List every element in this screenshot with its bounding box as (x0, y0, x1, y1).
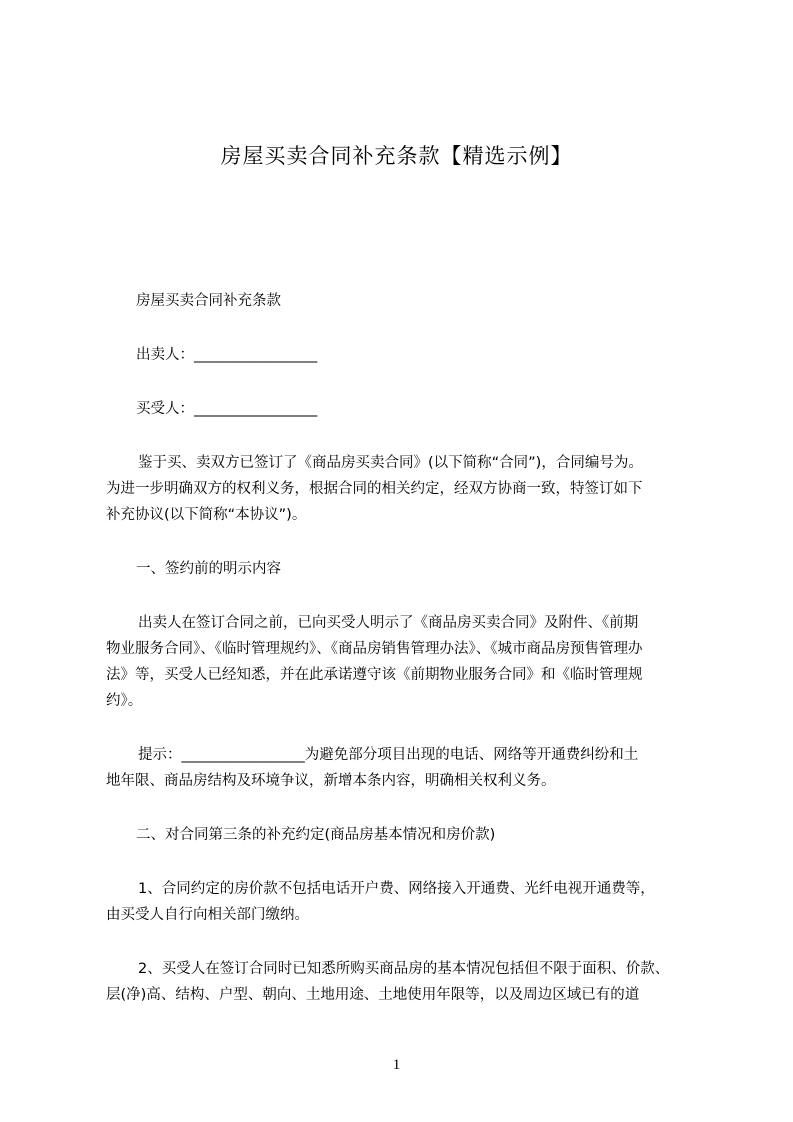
paragraph-line: 法》等，买受人已经知悉，并在此承诺遵守该《前期物业服务合同》和《临时管理规 (106, 667, 643, 683)
page-title: 房屋买卖合同补充条款【精选示例】 (220, 144, 573, 168)
section-heading: 二、对合同第三条的补充约定(商品房基本情况和房价款) (136, 827, 496, 843)
paragraph-line: 鉴于买、卖双方已签订了《商品房买卖合同》(以下简称“合同”)，合同编号为。 (138, 455, 643, 471)
paragraph-line: 地年限、商品房结构及环境争议，新增本条内容，明确相关权利义务。 (106, 773, 556, 789)
paragraph-line: 物业服务合同》、《临时管理规约》、《商品房销售管理办法》、《城市商品房预售管理办 (106, 641, 643, 657)
subtitle: 房屋买卖合同补充条款 (136, 293, 281, 309)
page-number: 1 (392, 1057, 401, 1073)
paragraph-line: 由买受人自行向相关部门缴纳。 (106, 907, 309, 923)
paragraph-line: 层(净)高、结构、户型、朝向、土地用途、土地使用年限等，以及周边区域已有的道 (106, 987, 640, 1003)
paragraph-line: 约》。 (106, 693, 143, 709)
paragraph-line: 补充协议(以下简称“本协议”)。 (106, 507, 307, 523)
paragraph-line: 为进一步明确双方的权利义务，根据合同的相关约定，经双方协商一致，特签订如下 (106, 481, 643, 497)
paragraph-line: 出卖人在签订合同之前，已向买受人明示了《商品房买卖合同》及附件、《前期 (138, 615, 639, 631)
section-heading: 一、签约前的明示内容 (136, 561, 281, 577)
paragraph-line: 1、合同约定的房价款不包括电话开户费、网络接入开通费、光纤电视开通费等， (138, 881, 655, 897)
buyer-line: 买受人：_________________ (136, 401, 318, 417)
paragraph-line: 2、买受人在签订合同时已知悉所购买商品房的基本情况包括但不限于面积、价款、 (138, 961, 670, 977)
seller-line: 出卖人：_________________ (136, 347, 318, 363)
paragraph-line: 提示：_________________为避免部分项目出现的电话、网络等开通费纠纷和土 (138, 747, 639, 763)
